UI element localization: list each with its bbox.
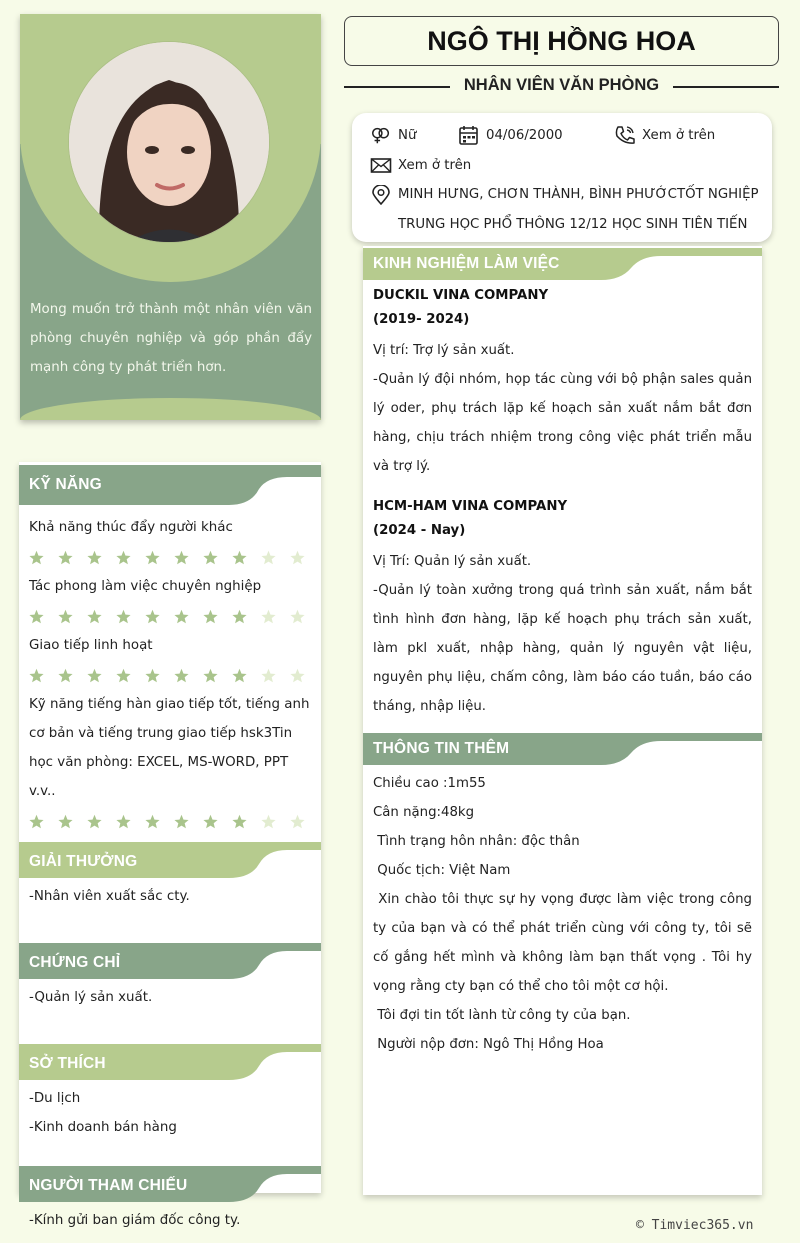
star-filled-icon <box>28 606 57 626</box>
location-pin-icon <box>370 185 392 205</box>
contact-address <box>370 185 758 240</box>
company-name: HCM-HAM VINA COMPANY <box>373 499 568 514</box>
skill-name: Tác phong làm việc chuyên nghiệp <box>29 579 262 594</box>
skill-rating <box>19 542 321 572</box>
career-objective: Mong muốn trở thành một nhân viên văn phòng chuyên nghiệp và góp phần đẩy mạnh công ty phát triển hơn. <box>30 302 312 375</box>
applicant-signature: Người nộp đơn: Ngô Thị Hồng Hoa <box>373 1037 604 1052</box>
skills-list <box>19 505 321 836</box>
cover-letter: Xin chào tôi thực sự hy vọng được làm việc trong công ty của bạn và có thể phát triển cùng với công ty, tôi sẽ cố gắng hết mình và không làm bạn thất vọng . Tôi hy vọng rằng cty bạn có thể cho tôi một cơ hội. <box>373 892 757 994</box>
references-list <box>19 1206 321 1235</box>
star-filled-icon <box>115 606 144 626</box>
skill-name: Khả năng thúc đẩy người khác <box>29 520 233 535</box>
certificates-header <box>19 943 321 983</box>
skills-header <box>19 465 321 505</box>
reference-item: -Kính gửi ban giám đốc công ty. <box>29 1213 241 1228</box>
height-info: Chiều cao :1m55 <box>373 776 486 791</box>
skills-title: KỸ NĂNG <box>29 476 102 493</box>
star-filled-icon <box>231 811 260 831</box>
star-filled-icon <box>86 811 115 831</box>
job-title-rule-right <box>673 86 779 88</box>
star-filled-icon <box>173 547 202 567</box>
weight-info: Cân nặng:48kg <box>373 805 475 820</box>
marital-status: Tình trạng hôn nhân: độc thân <box>373 834 580 849</box>
name-box <box>344 16 779 66</box>
hobby-item: -Du lịch <box>29 1091 81 1106</box>
star-filled-icon <box>115 547 144 567</box>
address-line-1: MINH HƯNG, CHƠN THÀNH, BÌNH PHƯỚCTỐT NGHIỆP <box>398 187 759 202</box>
star-empty-icon <box>260 811 289 831</box>
award-item: -Nhân viên xuất sắc cty. <box>29 889 190 904</box>
calendar-icon <box>458 125 480 145</box>
star-filled-icon <box>173 811 202 831</box>
references-header <box>19 1166 321 1206</box>
star-filled-icon <box>144 547 173 567</box>
star-filled-icon <box>202 547 231 567</box>
star-filled-icon <box>173 606 202 626</box>
company-name: DUCKIL VINA COMPANY <box>373 288 549 303</box>
gender-icon <box>370 125 392 145</box>
contact-box <box>352 113 772 242</box>
star-empty-icon <box>260 547 289 567</box>
hobbies-header <box>19 1044 321 1084</box>
star-empty-icon <box>289 665 318 685</box>
job-entry <box>363 284 762 481</box>
star-filled-icon <box>57 811 86 831</box>
star-filled-icon <box>57 665 86 685</box>
contact-email[interactable] <box>370 155 471 175</box>
additional-info-header <box>363 733 762 765</box>
star-filled-icon <box>202 606 231 626</box>
contact-phone[interactable] <box>614 125 715 145</box>
experience-header <box>363 248 762 280</box>
star-filled-icon <box>28 665 57 685</box>
star-filled-icon <box>115 811 144 831</box>
job-title: NHÂN VIÊN VĂN PHÒNG <box>463 76 660 94</box>
star-filled-icon <box>28 547 57 567</box>
star-filled-icon <box>86 606 115 626</box>
star-filled-icon <box>202 665 231 685</box>
skill-rating <box>19 601 321 631</box>
job-period: (2024 - Nay) <box>373 523 466 538</box>
email-value: Xem ở trên <box>398 157 472 173</box>
star-empty-icon <box>260 665 289 685</box>
skill-rating <box>19 660 321 690</box>
nationality: Quốc tịch: Việt Nam <box>373 863 511 878</box>
job-period: (2019- 2024) <box>373 312 470 327</box>
star-filled-icon <box>144 606 173 626</box>
certificate-item: -Quản lý sản xuất. <box>29 990 153 1005</box>
star-filled-icon <box>86 665 115 685</box>
job-description: -Quản lý đội nhóm, họp tác cùng với bộ phận sales quản lý oder, phụ trách lặp kế hoạch sản xuất nắm bắt đơn hàng, chịu trách nhiệm trong công việc phát triển mẫu và trợ lý. <box>373 372 752 474</box>
star-empty-icon <box>289 811 318 831</box>
full-name: NGÔ THỊ HỒNG HOA <box>427 25 696 56</box>
hobbies-list <box>19 1084 321 1142</box>
address-line-2: TRUNG HỌC PHỔ THÔNG 12/12 HỌC SINH TIÊN TIẾN <box>398 217 748 232</box>
star-filled-icon <box>86 547 115 567</box>
star-filled-icon <box>231 665 260 685</box>
experience-title: KINH NGHIỆM LÀM VIỆC <box>373 255 560 272</box>
job-description: -Quản lý toàn xưởng trong quá trình sản xuất, nắm bắt tình hình đơn hàng, lặp kế hoạch phụ trách sản xuất, làm pkl xuất, nhập hàng, quản lý nguyên vật liệu, nguyên phụ liệu, chấm công, làm báo cáo tuần, báo cáo tháng, nhập liệu. <box>373 583 752 714</box>
birthday-value: 04/06/2000 <box>486 127 563 143</box>
job-position: Vị trí: Trợ lý sản xuất. <box>373 343 515 358</box>
skill-rating <box>19 806 321 836</box>
skill-name: Kỹ năng tiếng hàn giao tiếp tốt, tiếng anh cơ bản và tiếng trung giao tiếp hsk3Tin học văn phòng: EXCEL, MS-WORD, PPT v.v.. <box>29 697 310 799</box>
star-filled-icon <box>202 811 231 831</box>
certificates-title: CHỨNG CHỈ <box>29 954 121 971</box>
profile-wave <box>20 398 321 420</box>
avatar <box>69 42 269 242</box>
main-content-card <box>363 246 762 1195</box>
left-sections-card <box>19 462 321 1228</box>
job-position: Vị Trí: Quản lý sản xuất. <box>373 554 532 569</box>
job-title-rule-left <box>344 86 450 88</box>
closing-line: Tôi đợi tin tốt lành từ công ty của bạn. <box>373 1008 631 1023</box>
job-entry <box>363 495 762 721</box>
hobby-item: -Kinh doanh bán hàng <box>29 1120 177 1135</box>
avatar-photo <box>69 42 269 242</box>
gender-value: Nữ <box>398 127 417 143</box>
skill-name: Giao tiếp linh hoạt <box>29 638 153 653</box>
certificates-list <box>19 983 321 1012</box>
phone-icon <box>614 125 636 145</box>
star-empty-icon <box>289 547 318 567</box>
contact-gender <box>370 125 416 145</box>
star-filled-icon <box>231 547 260 567</box>
star-empty-icon <box>260 606 289 626</box>
star-empty-icon <box>289 606 318 626</box>
star-filled-icon <box>173 665 202 685</box>
profile-card <box>20 14 321 420</box>
contact-birthday <box>458 125 563 145</box>
star-filled-icon <box>28 811 57 831</box>
awards-header <box>19 842 321 882</box>
star-filled-icon <box>144 811 173 831</box>
footer-brand[interactable]: © Timviec365.vn <box>636 1218 754 1233</box>
star-filled-icon <box>57 606 86 626</box>
star-filled-icon <box>144 665 173 685</box>
star-filled-icon <box>57 547 86 567</box>
awards-list <box>19 882 321 911</box>
hobbies-title: SỞ THÍCH <box>29 1055 106 1072</box>
phone-value: Xem ở trên <box>642 127 716 143</box>
additional-info-title: THÔNG TIN THÊM <box>373 740 510 757</box>
references-title: NGƯỜI THAM CHIẾU <box>29 1177 188 1194</box>
star-filled-icon <box>115 665 144 685</box>
email-icon <box>370 155 392 175</box>
star-filled-icon <box>231 606 260 626</box>
awards-title: GIẢI THƯỞNG <box>29 853 138 870</box>
